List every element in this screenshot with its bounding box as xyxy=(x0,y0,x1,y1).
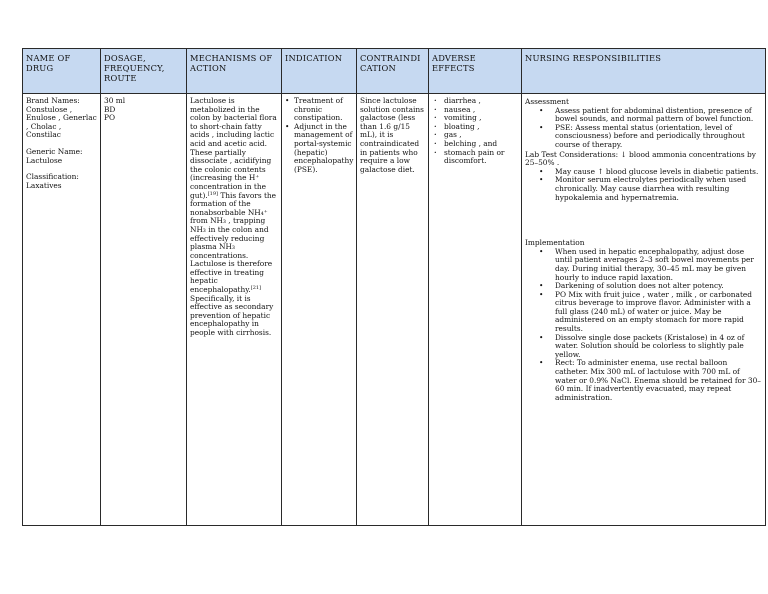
assessment-list xyxy=(531,107,762,150)
implementation-item: • Rect: To administer enema, use rectal balloon catheter. Mix 300 mL of lactulose with 700 mL of water or 0.9% NaCl. Enema should be retained for 30–60 min. If inadvertently evacuated, may repeat administration. xyxy=(531,359,762,402)
mechanism-text-2: This favors the formation of the nonabsorbable NH₄⁺ from NH₃ , trapping NH₃ in the colon and effectively reducing plasma NH₃ concentrations. Lactulose is therefore effective in treating hepatic encephalopathy. xyxy=(190,190,277,295)
implementation-item: • Darkening of solution does not alter potency. xyxy=(531,282,762,291)
lab-item: • May cause ↑ blood glucose levels in diabetic patients. xyxy=(531,168,762,177)
drug-row xyxy=(23,94,766,526)
implementation-list xyxy=(531,248,762,403)
cell-drug-name xyxy=(23,94,101,526)
assessment-item: • PSE: Assess mental status (orientation, level of consciousness) before and periodically throughout course of therapy. xyxy=(531,124,762,150)
implementation-item: • Dissolve single dose packets (Kristalose) in 4 oz of water. Solution should be colorless to slightly pale yellow. xyxy=(531,334,762,360)
classification: Classification: Laxatives xyxy=(26,172,79,190)
reference-19: [19] xyxy=(207,190,218,197)
lab-considerations: Lab Test Considerations: ↓ blood ammonia concentrations by 25–50% . xyxy=(525,149,756,168)
cell-indication xyxy=(282,94,357,526)
cell-nursing xyxy=(522,94,766,526)
assessment-heading: Assessment xyxy=(525,97,569,106)
header-drug-name: NAME OF DRUG xyxy=(23,49,101,94)
header-indication: INDICATION xyxy=(282,49,357,94)
cell-mechanism xyxy=(187,94,282,526)
cell-contraindication: Since lactulose solution contains galactose (less than 1.6 g/15 mL), it is contraindicated in patients who require a low galactose diet. xyxy=(357,94,429,526)
lab-item: • Monitor serum electrolytes periodically when used chronically. May cause diarrhea with resulting hypokalemia and hypernatremia. xyxy=(531,176,762,202)
implementation-item: • PO Mix with fruit juice , water , milk , or carbonated citrus beverage to improve flavor. Administer with a full glass (240 mL) of water or juice. May be administered on an empty stomach for more rapid results. xyxy=(531,291,762,334)
dose: 30 ml xyxy=(104,96,126,105)
header-contraindication: CONTRAINDI CATION xyxy=(357,49,429,94)
adverse-effect-item: · diarrhea , xyxy=(432,97,518,106)
mechanism-text-3: Specifically, it is effective as secondary prevention of hepatic encephalopathy in people with cirrhosis. xyxy=(190,293,274,338)
adverse-effects-list xyxy=(432,97,518,166)
header-adverse-effects: ADVERSE EFFECTS xyxy=(429,49,522,94)
route: PO xyxy=(104,113,116,123)
header-nursing: NURSING RESPONSIBILITIES xyxy=(522,49,766,94)
generic-name: Generic Name: Lactulose xyxy=(26,146,83,165)
brand-names: Brand Names: Constulose , Enulose , Generlac , Cholac , Constilac xyxy=(26,96,97,140)
indication-list xyxy=(285,97,353,174)
adverse-effect-item: · bloating , xyxy=(432,123,518,132)
mechanism-text-1: Lactulose is metabolized in the colon by bacterial flora to short-chain fatty acids , including lactic acid and acetic acid. These partially dissociate , acidifying the colonic contents (increasing the H⁺ concentration in the gut). xyxy=(190,96,277,200)
cell-dosage xyxy=(101,94,187,526)
indication-item: • Treatment of chronic constipation. xyxy=(285,97,353,123)
adverse-effect-item: · gas , xyxy=(432,131,518,140)
adverse-effect-item: · stomach pain or discomfort. xyxy=(432,149,518,166)
header-mechanism: MECHANISMS OF ACTION xyxy=(187,49,282,94)
lab-list xyxy=(531,168,762,202)
implementation-heading: Implementation xyxy=(525,238,585,248)
frequency: BD xyxy=(104,104,116,114)
adverse-effect-item: · nausea , xyxy=(432,106,518,115)
indication-item: • Adjunct in the management of portal-systemic (hepatic) encephalopathy (PSE). xyxy=(285,123,353,175)
drug-study-table xyxy=(22,48,766,526)
header-row xyxy=(23,49,766,94)
assessment-item: • Assess patient for abdominal distention, presence of bowel sounds, and normal pattern of bowel function. xyxy=(531,107,762,124)
adverse-effect-item: · vomiting , xyxy=(432,114,518,123)
adverse-effect-item: · belching , and xyxy=(432,140,518,149)
cell-adverse-effects xyxy=(429,94,522,526)
implementation-item: • When used in hepatic encephalopathy, adjust dose until patient averages 2–3 soft bowel movements per day. During initial therapy, 30–45 mL may be given hourly to induce rapid laxation. xyxy=(531,248,762,282)
header-dosage: DOSAGE, FREQUENCY, ROUTE xyxy=(101,49,187,94)
reference-21: [21] xyxy=(250,285,262,292)
